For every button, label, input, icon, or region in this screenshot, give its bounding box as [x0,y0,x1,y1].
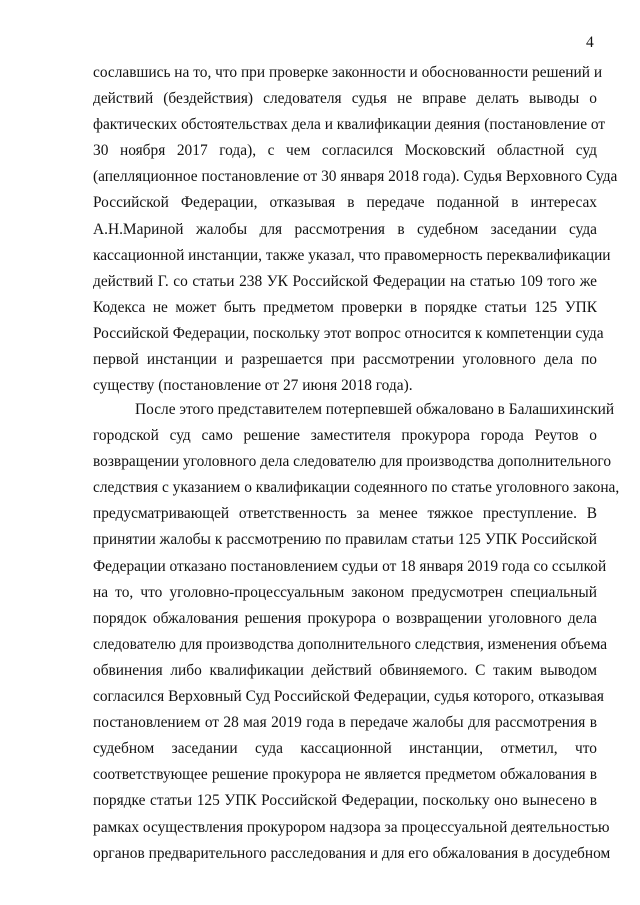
text-line: (апелляционное постановление от 30 января 2018 года). Судья Верховного Суда [93,168,618,186]
text-line: городской суд само решение заместителя прокурора города Реутов о [93,427,597,445]
paragraph-2 [93,397,620,867]
text-line: обвинения либо квалификации действий обвиняемого. С таким выводом [93,661,597,679]
text-line: сославшись на то, что при проверке законности и обоснованности решений и [93,64,603,81]
text-line: Кодекса не может быть предметом проверки в порядке статьи 125 УПК [93,298,597,316]
text-line: соответствующее решение прокурора не является предметом обжалования в [93,766,597,784]
paragraph-1 [93,60,618,399]
text-line: фактических обстоятельствах дела и квалификации деяния (постановление от [93,116,606,134]
text-line: возвращении уголовного дела следователю для производства дополнительного [93,453,612,471]
text-line: судебном заседании суда кассационной инстанции, отметил, что [93,740,597,758]
text-line: на то, что уголовно-процессуальным законом предусмотрен специальный [93,583,597,601]
text-line: кассационной инстанции, также указал, что правомерность переквалификации [93,246,611,264]
text-line: 30 ноября 2017 года), с чем согласился Московский областной суд [93,142,597,160]
text-line: постановлением от 28 мая 2019 года в передаче жалобы для рассмотрения в [93,714,597,732]
text-line: следствия с указанием о квалификации содеянного по статье уголовного закона, [93,479,620,497]
text-line: принятии жалобы к рассмотрению по правилам статьи 125 УПК Российской [93,531,597,549]
text-line: После этого представителем потерпевшей обжаловано в Балашихинский [135,401,615,418]
text-line: первой инстанции и разрешается при рассмотрении уголовного дела по [93,351,597,369]
text-line: органов предварительного расследования и для его обжалования в досудебном [93,844,611,862]
text-line: порядке статьи 125 УПК Российской Федерации, поскольку оно вынесено в [93,792,597,810]
text-line: Российской Федерации, отказывая в передаче поданной в интересах [93,194,597,212]
text-line: Российской Федерации, поскольку этот вопрос относится к компетенции суда [93,324,604,342]
page-number: 4 [586,34,594,51]
text-line: согласился Верховный Суд Российской Федерации, судья которого, отказывая [93,688,604,706]
text-line: предусматривающей ответственность за менее тяжкое преступление. В [93,505,597,523]
text-line: действий (бездействия) следователя судья не вправе делать выводы о [93,90,597,108]
text-line: следователю для производства дополнительного следствия, изменения объема [93,635,608,653]
text-line: А.Н.Мариной жалобы для рассмотрения в судебном заседании суда [93,220,597,238]
text-line: рамках осуществления прокурором надзора за процессуальной деятельностью [93,818,610,836]
text-line: действий Г. со статьи 238 УК Российской Федерации на статью 109 того же [93,272,597,290]
text-line: существу (постановление от 27 июня 2018 года). [93,377,413,395]
text-line: порядок обжалования решения прокурора о возвращении уголовного дела [93,609,597,627]
text-line: Федерации отказано постановлением судьи от 18 января 2019 года со ссылкой [93,557,607,575]
